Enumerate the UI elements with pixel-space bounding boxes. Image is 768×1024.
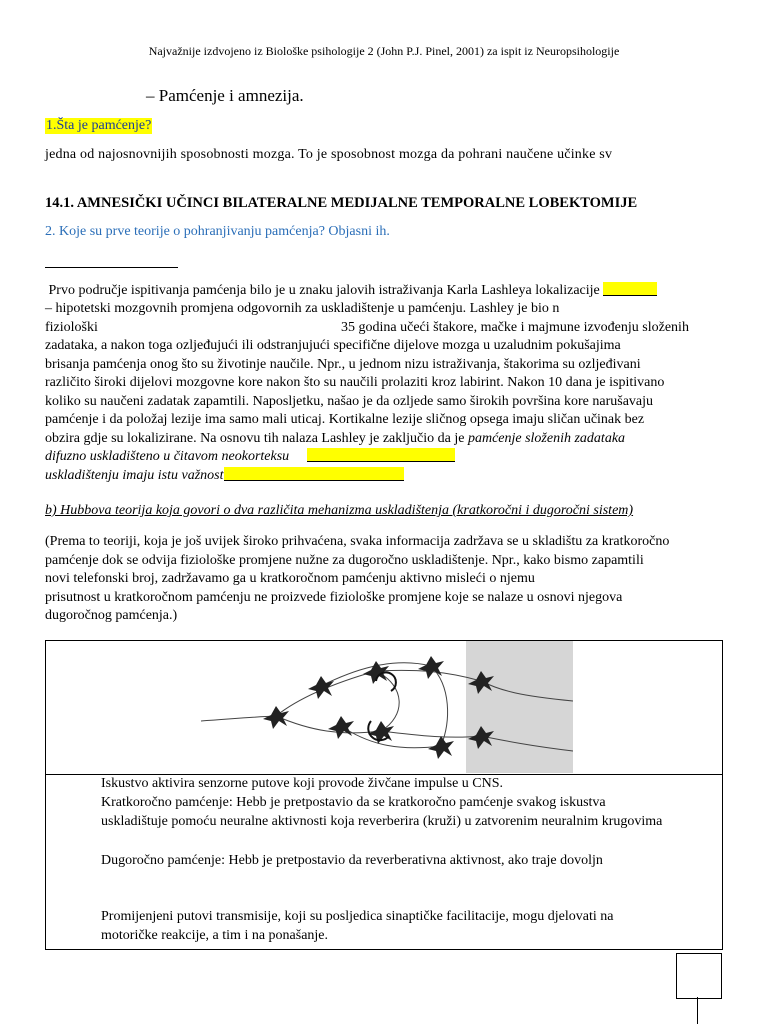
lashley-line-1: Prvo područje ispitivanja pamćenja bilo je u znaku jalovih istraživanja Karla Lashleya lokalizacije [45, 282, 722, 301]
paragraph-definition: jedna od najosnovnijih sposobnosti mozga. To je sposobnost mozga da pohrani naučene učinke sv [45, 147, 613, 162]
box-text-4a: Promijenjeni putovi transmisije, koji su posljedica sinaptičke facilitacije, mogu djelovati na [101, 909, 614, 924]
question-1: 1.Šta je pamćenje? [46, 118, 152, 133]
box-text-4b: motoričke reakcije, a tim i na ponašanje. [101, 928, 329, 943]
lashley-line-7: koliko su naučeni zadatak zapamtili. Naposljetku, našao je da ozljede samo širokih površina kore narušavaju [45, 394, 654, 409]
page-header: Najvažnije izdvojeno iz Biološke psihologije 2 (John P.J. Pinel, 2001) za ispit iz Neuropsihologije [148, 44, 620, 58]
neural-circuit-figure [201, 641, 573, 773]
hebb-heading: b) Hubbova teorija koja govori o dva različita mehanizma uskladištenja (kratkoročni i dugoročni sistem) [45, 503, 634, 518]
section-heading: 14.1. AMNESIČKI UČINCI BILATERALNE MEDIJALNE TEMPORALNE LOBEKTOMIJE [45, 195, 638, 211]
box-text-2b: uskladištuje pomoću neuralne aktivnosti koja reverberira (kruži) u zatvorenim neuralnim krugovima [101, 814, 663, 829]
lashley-line-2: – hipotetski mozgovnih promjena odgovornih za uskladištenje u pamćenju. Lashley je bio n [45, 301, 560, 316]
chapter-title: – Pamćenje i amnezija. [146, 86, 304, 105]
box-text-3: Dugoročno pamćenje: Hebb je pretpostavio da reverberativna aktivnost, ako traje dovoljn [101, 853, 603, 868]
highlight-blank [224, 467, 404, 481]
figure-box [45, 640, 723, 950]
question-2: 2. Koje su prve teorije o pohranjivanju pamćenja? Objasni ih. [45, 224, 390, 239]
highlight-blank [307, 448, 455, 462]
highlight-blank [603, 282, 657, 296]
lashley-line-4: zadataka, a nakon toga ozljeđujući ili odstranjujući specifične dijelove mozga u uzaludnim pokušajima [45, 338, 621, 353]
lashley-line-3: fiziološki 35 godina učeći štakore, mačke i majmune izvođenju složenih [45, 320, 689, 335]
lashley-line-6: različito široki dijelovi mozgovne kore nakon što su naučili prolaziti kroz labirint. Nakon 10 dana je ispitivano [45, 375, 665, 390]
hebb-paragraph: (Prema to teoriji, koja je još uvijek široko prihvaćena, svaka informacija zadržava se u skladištu za kratkoročno pamćenje dok se odvija fiziološke promjene nužne za dugoročno uskladištenje. Npr., kako bismo zapamtili novi telefonski broj, zadržavamo ga u kratkoročnom pamćenju aktivno misleći o njemu prisutnost u kratkoročnom pamćenju ne proizvede fiziološke promjene koje se nalaze u osnovi njegova dugoročnog pamćenja.) [45, 534, 670, 623]
page-number-box [676, 953, 722, 999]
box-text-2a: Kratkoročno pamćenje: Hebb je pretpostavio da se kratkoročno pamćenje svakog iskustva [101, 795, 606, 810]
footnote-rule [45, 267, 178, 268]
lashley-line-5: brisanja pamćenja onog što su životinje naučile. Npr., u jednom nizu istraživanja, štakorima su ozljeđivani [45, 357, 641, 372]
lashley-line-10: difuzno uskladišteno u čitavom neokorteksu [45, 448, 722, 467]
lashley-line-8: pamćenje i da položaj lezije ima samo mali uticaj. Kortikalne lezije sličnog opsega imaju sličan učinak bez [45, 412, 645, 427]
page-number-stem [697, 997, 698, 1024]
lashley-line-11: uskladištenju imaju istu važnost [45, 467, 722, 486]
lashley-line-9: obzira gdje su lokalizirane. Na osnovu tih nalaza Lashley je zaključio da je pamćenje složenih zadataka [45, 431, 626, 446]
box-text-1: Iskustvo aktivira senzorne putove koji provode živčane impulse u CNS. [101, 776, 504, 791]
